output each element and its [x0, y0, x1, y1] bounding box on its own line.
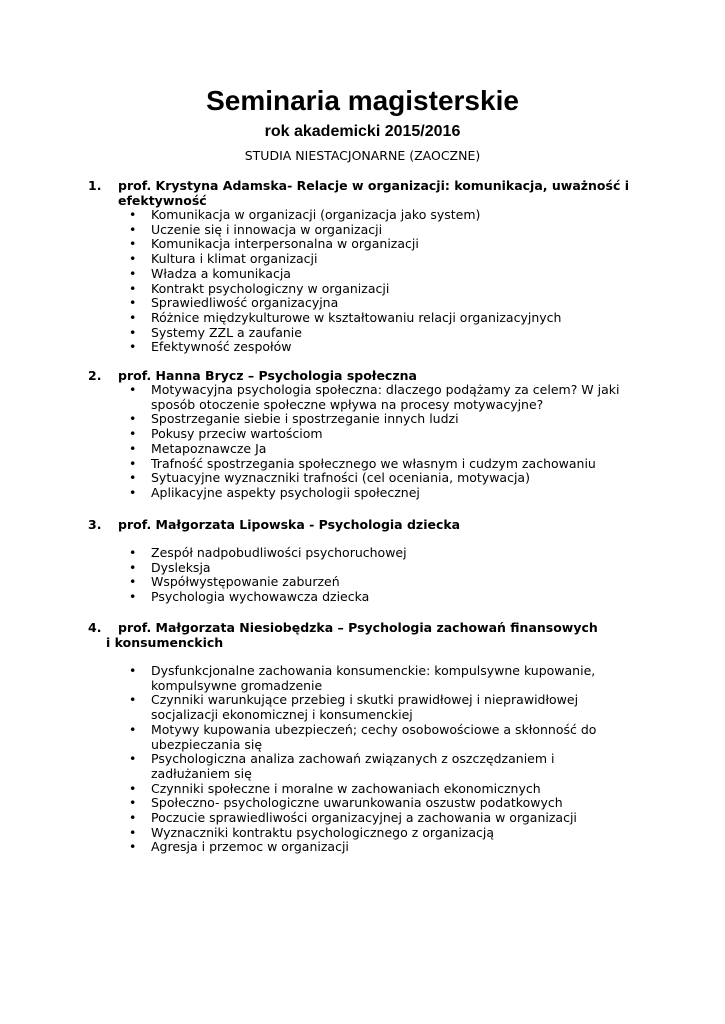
seminar-number: 4.	[88, 620, 102, 635]
seminar-number: 1.	[88, 178, 102, 193]
bullet-icon: •	[129, 810, 137, 826]
list-item: • Kontrakt psychologiczny w organizacji	[129, 280, 390, 296]
seminar-heading	[88, 178, 648, 208]
topic-list	[88, 664, 648, 855]
bullet-icon: •	[129, 824, 137, 840]
list-item: • Systemy ZZL a zaufanie	[129, 324, 302, 340]
bullet-icon: •	[129, 470, 137, 486]
seminar-heading-line2: efektywność	[118, 193, 207, 208]
seminar-heading-text: prof. Hanna Brycz – Psychologia społeczna	[118, 368, 417, 383]
list-item: • Uczenie się i innowacja w organizacji	[129, 221, 383, 237]
list-item: • Różnice międzykulturowe w kształtowaniu relacji organizacyjnych	[129, 309, 562, 325]
bullet-icon: •	[129, 236, 137, 252]
seminar-heading	[88, 368, 648, 383]
list-item: • Sytuacyjne wyznaczniki trafności (cel oceniania, motywacja)	[129, 470, 530, 486]
bullet-icon: •	[129, 280, 137, 296]
bullet-icon: •	[129, 839, 137, 855]
bullet-icon: •	[129, 751, 137, 767]
seminar-heading-line1: prof. Małgorzata Niesiobędzka – Psychologia zachowań finansowych	[118, 620, 598, 635]
list-item: • Efektywność zespołów	[129, 339, 292, 355]
bullet-icon: •	[129, 440, 137, 456]
seminar-section-4	[88, 620, 648, 855]
seminar-number: 2.	[88, 368, 102, 383]
list-item: • Spostrzeganie siebie i spostrzeganie innych ludzi	[129, 411, 459, 427]
topic-list	[88, 208, 648, 355]
list-item: • Komunikacja w organizacji (organizacja jako system)	[129, 207, 481, 222]
list-item: • Czynniki warunkujące przebieg i skutki prawidłowej i nieprawidłowej socjalizacji ekonomicznej i konsumenckiej	[129, 692, 579, 723]
bullet-icon: •	[129, 251, 137, 267]
bullet-icon: •	[129, 721, 137, 737]
list-item: • Współwystępowanie zaburzeń	[129, 574, 340, 590]
list-item: • Motywy kupowania ubezpieczeń; cechy osobowościowe a skłonność do ubezpieczania się	[129, 721, 597, 752]
bullet-icon: •	[129, 692, 137, 708]
topic-list	[88, 546, 648, 605]
list-item: • Czynniki społeczne i moralne w zachowaniach ekonomicznych	[129, 780, 541, 796]
bullet-icon: •	[129, 265, 137, 281]
list-item: • Komunikacja interpersonalna w organizacji	[129, 236, 419, 252]
seminar-section-3	[88, 517, 648, 605]
list-item: • Dysleksja	[129, 559, 211, 575]
seminar-heading	[88, 517, 648, 532]
bullet-icon: •	[129, 324, 137, 340]
bullet-icon: •	[129, 411, 137, 427]
list-item: • Psychologia wychowawcza dziecka	[129, 589, 370, 605]
seminar-heading-line2: i konsumenckich	[106, 635, 224, 650]
list-item: • Metapoznawcze Ja	[129, 440, 267, 456]
bullet-icon: •	[129, 426, 137, 442]
bullet-icon: •	[129, 382, 137, 397]
seminar-section-1	[88, 178, 648, 355]
bullet-icon: •	[129, 484, 137, 500]
seminar-heading	[88, 620, 648, 650]
list-item: • Zespół nadpobudliwości psychoruchowej	[129, 545, 407, 560]
bullet-icon: •	[129, 545, 137, 560]
study-mode: STUDIA NIESTACJONARNE (ZAOCZNE)	[244, 148, 481, 163]
list-item: • Dysfunkcjonalne zachowania konsumenckie: kompulsywne kupowanie, kompulsywne gromadzenie	[129, 663, 596, 693]
list-item: • Społeczno- psychologiczne uwarunkowania oszustw podatkowych	[129, 795, 563, 811]
seminar-heading-text: prof. Małgorzata Lipowska - Psychologia dziecka	[118, 517, 461, 532]
list-item: • Agresja i przemoc w organizacji	[129, 839, 349, 855]
bullet-icon: •	[129, 795, 137, 811]
list-item: • Aplikacyjne aspekty psychologii społecznej	[129, 484, 420, 500]
bullet-icon: •	[129, 663, 137, 678]
bullet-icon: •	[129, 309, 137, 325]
bullet-icon: •	[129, 574, 137, 590]
bullet-icon: •	[129, 339, 137, 355]
bullet-icon: •	[129, 455, 137, 471]
page-title: Seminaria magisterskie	[206, 85, 519, 116]
bullet-icon: •	[129, 589, 137, 605]
list-item: • Poczucie sprawiedliwości organizacyjnej a zachowania w organizacji	[129, 810, 577, 826]
bullet-icon: •	[129, 559, 137, 575]
list-item: • Psychologiczna analiza zachowań związanych z oszczędzaniem i zadłużaniem się	[129, 751, 555, 781]
list-item: • Wyznaczniki kontraktu psychologicznego z organizacją	[129, 824, 495, 840]
bullet-icon: •	[129, 295, 137, 311]
bullet-icon: •	[129, 221, 137, 237]
seminar-heading-line1: prof. Krystyna Adamska- Relacje w organizacji: komunikacja, uważność i	[118, 178, 629, 193]
bullet-icon: •	[129, 780, 137, 796]
academic-year: rok akademicki 2015/2016	[264, 123, 461, 140]
list-item: • Pokusy przeciw wartościom	[129, 426, 323, 442]
list-item: • Trafność spostrzegania społecznego we własnym i cudzym zachowaniu	[129, 455, 596, 471]
list-item: • Władza a komunikacja	[129, 265, 291, 281]
bullet-icon: •	[129, 207, 137, 222]
seminar-section-2	[88, 368, 648, 501]
list-item: • Kultura i klimat organizacji	[129, 251, 318, 267]
list-item: • Sprawiedliwość organizacyjna	[129, 295, 339, 311]
list-item: • Motywacyjna psychologia społeczna: dlaczego podążamy za celem? W jaki sposób otoczenie społeczne wpływa na procesy motywacyjne?	[129, 382, 620, 412]
seminar-number: 3.	[88, 517, 102, 532]
topic-list	[88, 383, 648, 501]
